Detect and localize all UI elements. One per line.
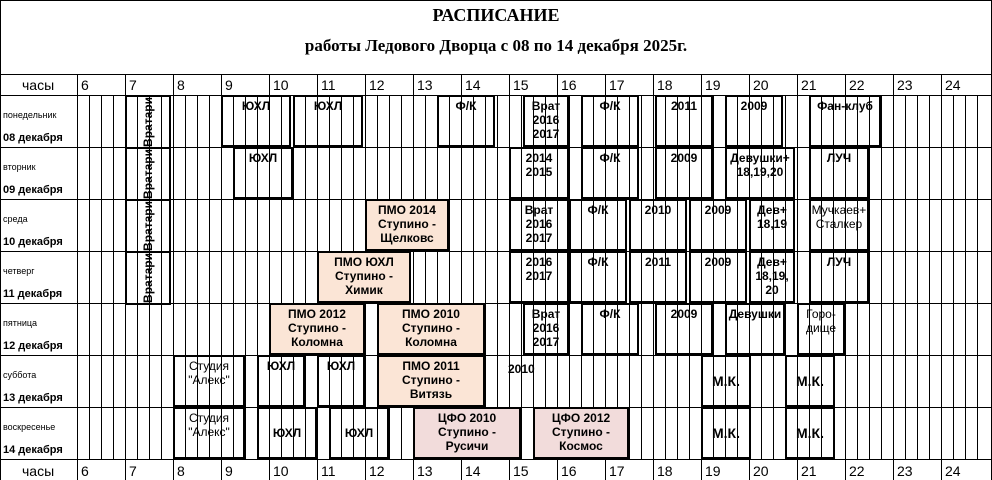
event-sat-yuhl-1: ЮХЛ [257, 355, 305, 407]
hour-label-top: 7 [129, 77, 137, 93]
day-name-mon: понедельник [3, 110, 57, 120]
hour-label-bottom: 12 [369, 463, 385, 479]
event-tue-luch: ЛУЧ [809, 147, 869, 199]
event-sun-yuhl-1: ЮХЛ [257, 407, 317, 459]
hour-label-bottom: 23 [897, 463, 913, 479]
hour-label-bottom: 7 [129, 463, 137, 479]
hour-label-bottom: 18 [657, 463, 673, 479]
event-mon-fanclub: Фан-клуб [809, 95, 881, 147]
event-sun-cfo-2012: ЦФО 2012 Ступино - Космос [533, 407, 629, 459]
day-name-sun: воскресенье [3, 422, 56, 432]
hour-label-top: 21 [801, 77, 817, 93]
event-sat-studio-aleks: Студия "Алекс" [173, 355, 245, 407]
hour-label-bottom: 9 [225, 463, 233, 479]
hour-label-top: 20 [753, 77, 769, 93]
day-name-wed: среда [3, 214, 28, 224]
hour-label-top: 23 [897, 77, 913, 93]
event-vratari-tue [125, 147, 171, 201]
day-name-tue: вторник [3, 162, 36, 172]
event-wed-vrat: Врат 2016 2017 [509, 199, 569, 251]
day-date-wed: 10 декабря [3, 236, 63, 248]
event-label: Вратари [141, 149, 155, 199]
day-date-sat: 13 декабря [3, 392, 63, 404]
hour-label-bottom: 17 [609, 463, 625, 479]
event-label: Вратари [141, 253, 155, 303]
hour-label-top: 17 [609, 77, 625, 93]
event-mon-fk-1: Ф/К [437, 95, 495, 147]
hour-label-bottom: 15 [513, 463, 529, 479]
event-label: Вратари [141, 201, 155, 251]
event-thu-luch: ЛУЧ [809, 251, 869, 303]
schedule-subtitle: работы Ледового Дворца с 08 по 14 декабря 2025г. [304, 36, 688, 55]
day-name-fri: пятница [3, 318, 38, 328]
event-mon-yuhl-2: ЮХЛ [293, 95, 363, 147]
event-fri-gorodishche: Горо- дище [797, 303, 845, 355]
event-mon-fk-2: Ф/К [581, 95, 639, 147]
event-tue-devushki: Девушки+ 18,19,20 [725, 147, 795, 199]
hour-label-top: 22 [849, 77, 865, 93]
hour-label-top: 14 [465, 77, 481, 93]
event-fri-devushki: Девушки [725, 303, 785, 355]
hour-label-top: 13 [417, 77, 433, 93]
hour-label-top: 12 [369, 77, 385, 93]
hours-label-bottom: часы [22, 463, 55, 479]
day-name-thu: четверг [3, 266, 35, 276]
day-date-sun: 14 декабря [3, 444, 63, 456]
event-fri-fk: Ф/К [581, 303, 639, 355]
event-wed-dev: Дев+ 18,19 [749, 199, 795, 251]
hour-label-bottom: 14 [465, 463, 481, 479]
event-vratari-wed [125, 199, 171, 253]
day-name-sat: суббота [3, 370, 37, 380]
event-sat-mk-1: М.К. [701, 355, 751, 407]
hour-label-bottom: 6 [81, 463, 89, 479]
hour-label-top: 9 [225, 77, 233, 93]
event-tue-2009: 2009 [655, 147, 713, 199]
event-vratari-thu [125, 251, 171, 305]
event-thu-2011: 2011 [629, 251, 687, 303]
hour-label-bottom: 13 [417, 463, 433, 479]
hour-label-bottom: 11 [321, 463, 336, 479]
event-sun-yuhl-2: ЮХЛ [329, 407, 389, 459]
hour-label-top: 6 [81, 77, 89, 93]
event-sun-studio-aleks: Студия "Алекс" [173, 407, 245, 459]
event-mon-vrat: Врат 2016 2017 [523, 95, 569, 147]
hour-label-top: 10 [273, 77, 289, 93]
hours-label-top: часы [22, 77, 55, 93]
event-wed-muchkaev: Мучкаев+ Сталкер [809, 199, 869, 251]
event-mon-2009: 2009 [725, 95, 783, 147]
day-date-tue: 09 декабря [3, 184, 63, 196]
event-wed-pmo-2014: ПМО 2014 Ступино - Щелковс [365, 199, 449, 251]
event-label: Вратари [141, 97, 155, 147]
day-date-thu: 11 декабря [3, 288, 63, 300]
event-thu-fk: Ф/К [569, 251, 627, 303]
event-wed-2009: 2009 [689, 199, 747, 251]
event-tue-yuhl: ЮХЛ [233, 147, 293, 199]
hour-label-top: 8 [177, 77, 185, 93]
event-vratari-mon [125, 95, 171, 149]
hour-label-top: 15 [513, 77, 529, 93]
event-sat-mk-2: М.К. [785, 355, 835, 407]
event-tue-2014: 2014 2015 [509, 147, 569, 199]
event-sun-cfo-2010: ЦФО 2010 Ступино - Русичи [413, 407, 521, 459]
hour-label-top: 24 [945, 77, 961, 93]
hour-label-bottom: 24 [945, 463, 961, 479]
day-date-fri: 12 декабря [3, 340, 63, 352]
hour-label-bottom: 21 [801, 463, 817, 479]
event-wed-2010: 2010 [629, 199, 687, 251]
event-sat-2010: 2010 [508, 362, 535, 376]
hour-label-top: 11 [321, 77, 336, 93]
event-thu-2016: 2016 2017 [509, 251, 569, 303]
hour-label-bottom: 10 [273, 463, 289, 479]
event-thu-2009: 2009 [689, 251, 747, 303]
event-sat-pmo-2011: ПМО 2011 Ступино - Витязь [377, 355, 485, 407]
hour-label-top: 18 [657, 77, 673, 93]
hour-label-top: 19 [705, 77, 721, 93]
event-tue-fk: Ф/К [581, 147, 639, 199]
event-sun-mk-2: М.К. [785, 407, 835, 459]
event-sun-mk-1: М.К. [701, 407, 751, 459]
event-wed-fk: Ф/К [569, 199, 627, 251]
event-sat-yuhl-2: ЮХЛ [317, 355, 365, 407]
event-fri-vrat: Врат 2016 2017 [523, 303, 569, 355]
day-date-mon: 08 декабря [3, 132, 63, 144]
hour-label-bottom: 20 [753, 463, 769, 479]
hour-label-bottom: 22 [849, 463, 865, 479]
hour-label-bottom: 16 [561, 463, 577, 479]
event-mon-yuhl-1: ЮХЛ [221, 95, 291, 147]
event-fri-pmo-2012: ПМО 2012 Ступино - Коломна [269, 303, 365, 355]
event-thu-dev: Дев+ 18,19, 20 [749, 251, 795, 303]
event-mon-2011: 2011 [655, 95, 713, 147]
event-fri-pmo-2010: ПМО 2010 Ступино - Коломна [377, 303, 485, 355]
event-thu-pmo-yuhl: ПМО ЮХЛ Ступино - Химик [317, 251, 411, 303]
hour-label-bottom: 19 [705, 463, 721, 479]
hour-label-top: 16 [561, 77, 577, 93]
hour-label-bottom: 8 [177, 463, 185, 479]
schedule-title: РАСПИСАНИЕ [432, 5, 560, 25]
event-fri-2009: 2009 [655, 303, 713, 355]
